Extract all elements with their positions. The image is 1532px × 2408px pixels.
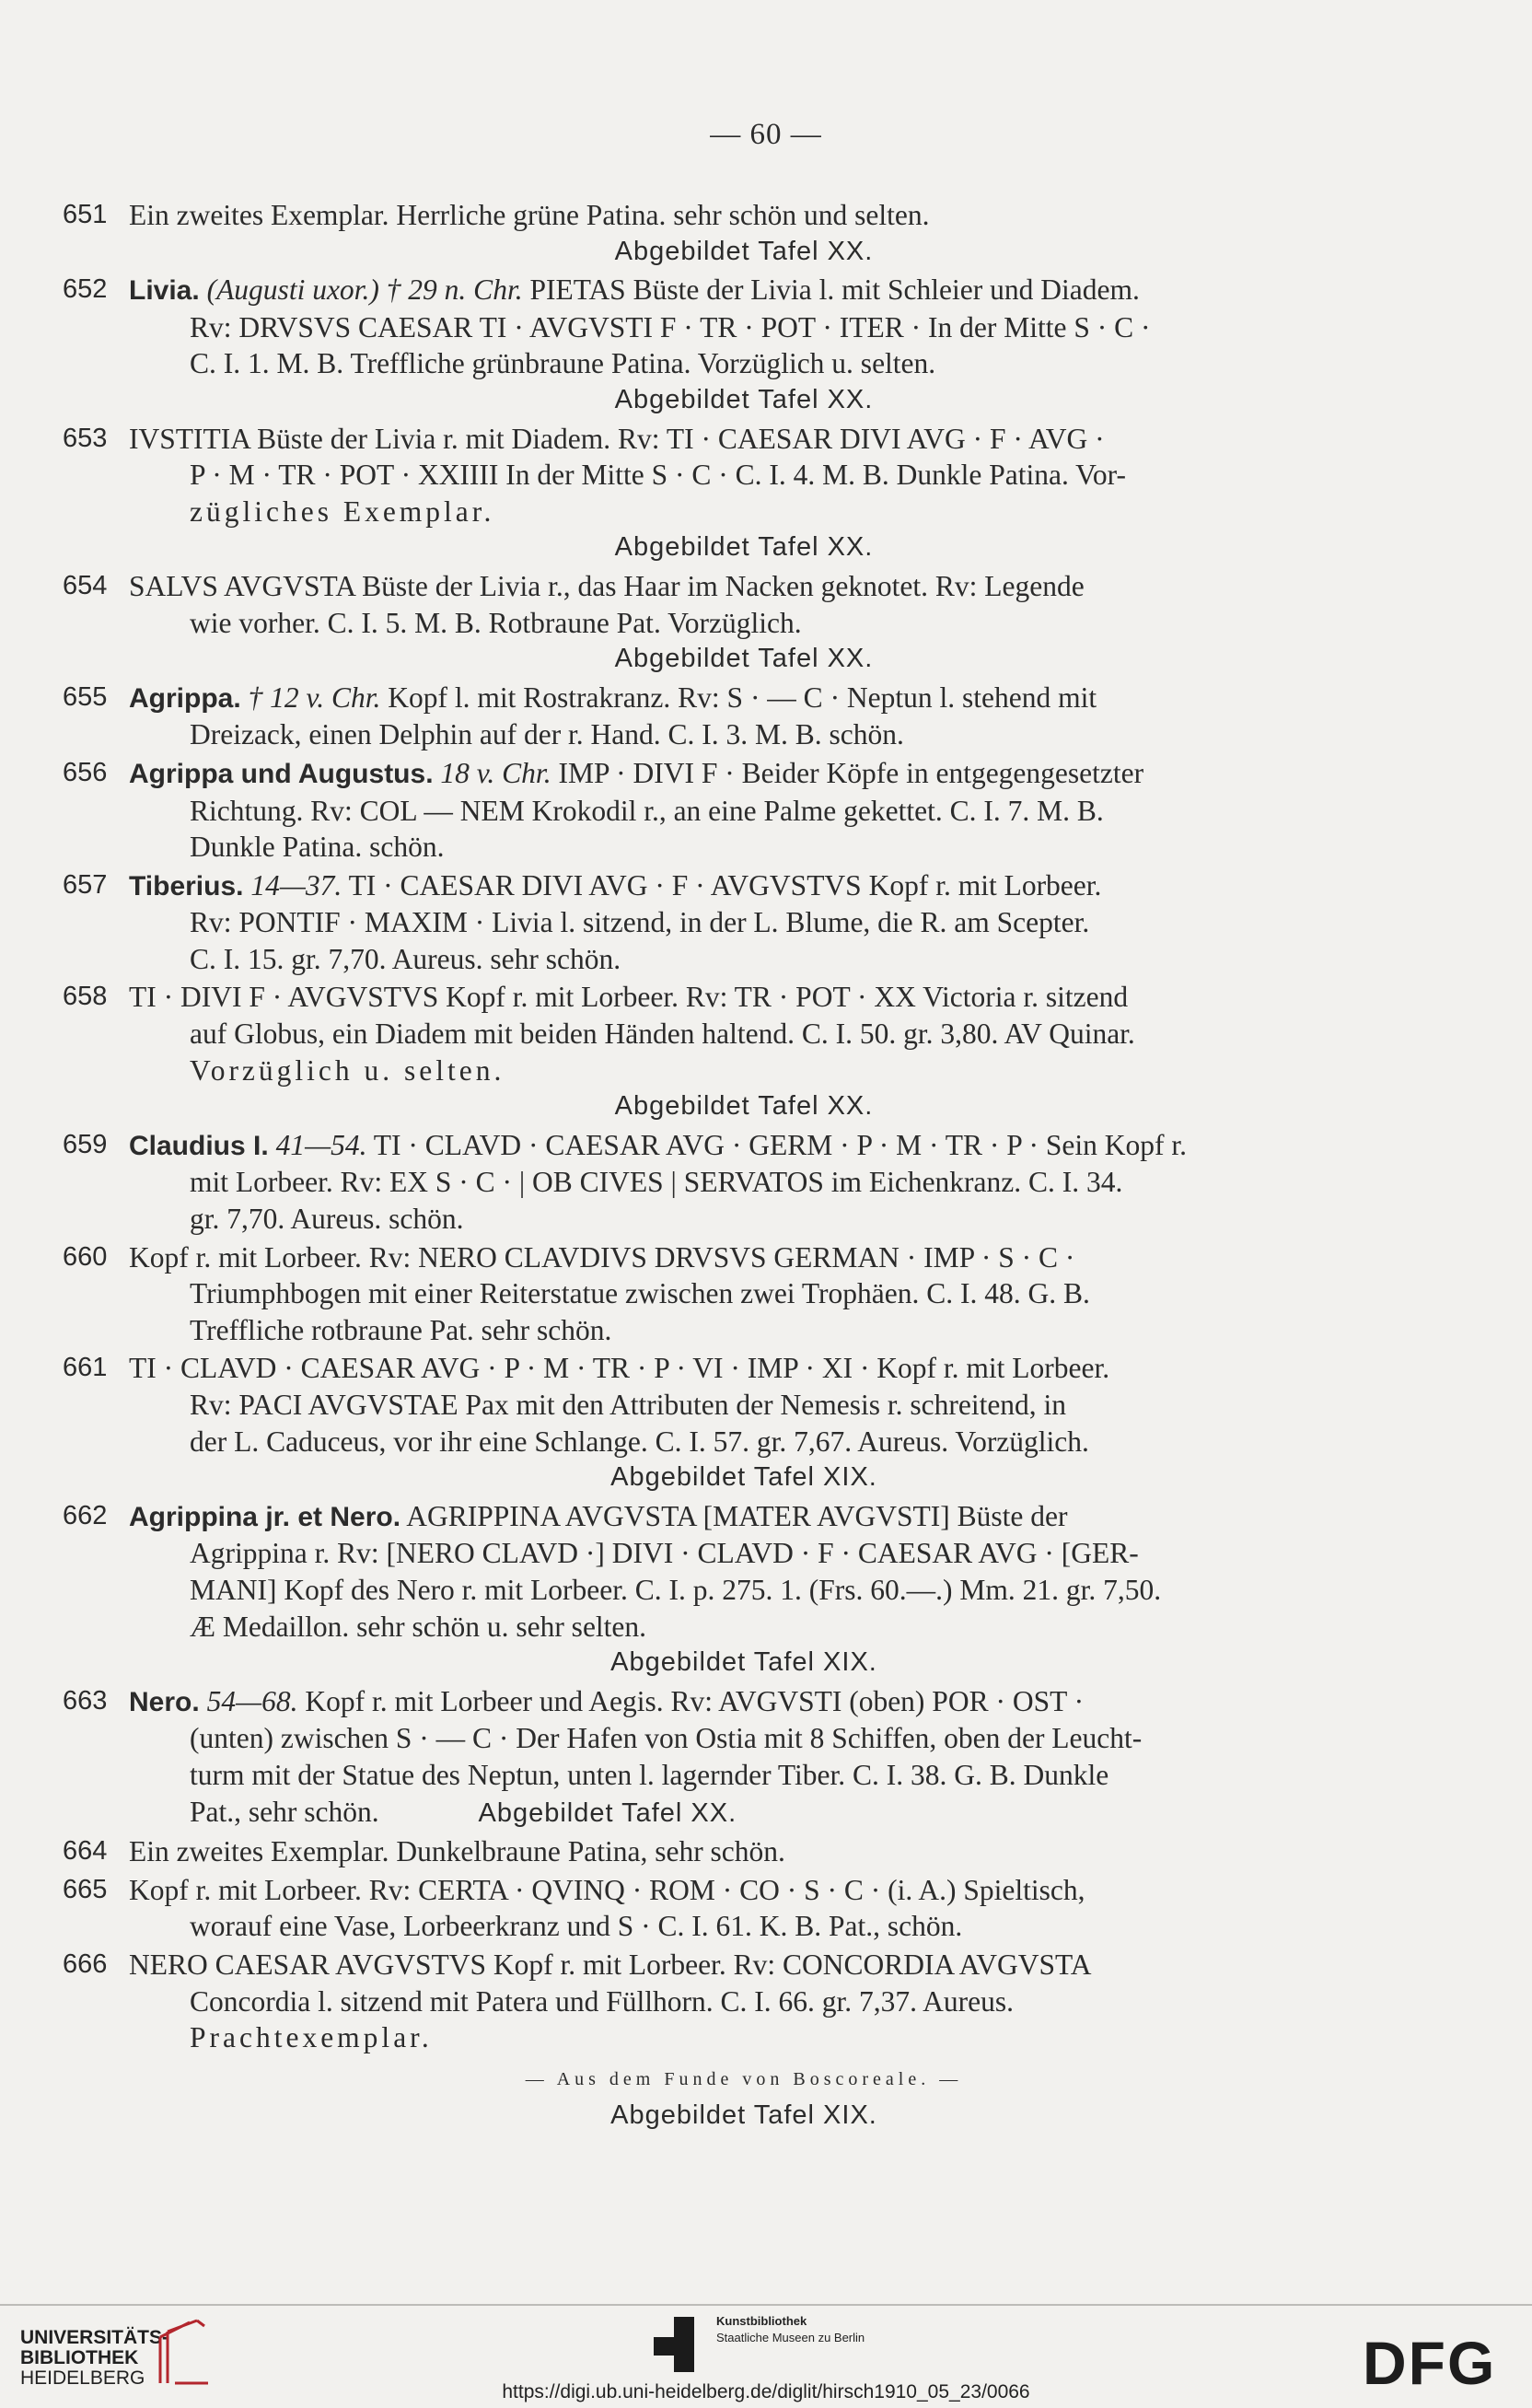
catalog-entry-653: [63, 421, 1425, 566]
kunstbibliothek-name: [716, 2313, 865, 2346]
entry-number: 657: [63, 869, 108, 900]
entry-heading: Agrippina jr. et Nero.: [129, 1501, 401, 1532]
entry-line: Æ Medaillon. sehr schön u. sehr selten.: [190, 1610, 647, 1643]
entry-line: SALVS AVGVSTA Büste der Livia r., das Haar im Nacken geknotet. Rv: Legende: [129, 569, 1085, 602]
entry-line: IMP · DIVI F · Beider Köpfe in entgegengesetzter: [558, 756, 1144, 789]
catalog-entry-664: [63, 1833, 1425, 1870]
kunstbibliothek-logo-icon: [654, 2317, 705, 2374]
kb-line: Staatliche Museen zu Berlin: [716, 2331, 865, 2344]
catalog-entry-662: [63, 1498, 1425, 1681]
entry-line: PIETAS Büste der Livia l. mit Schleier und Diadem.: [529, 273, 1140, 307]
catalog-entry-651: [63, 197, 1425, 270]
entry-line: zügliches Exemplar.: [190, 494, 495, 528]
plate-reference: Abgebildet Tafel XX.: [614, 644, 874, 674]
catalog-entry-656: [63, 755, 1425, 866]
catalog-entry-657: [63, 867, 1425, 978]
entry-line: gr. 7,70. Aureus. schön.: [190, 1203, 464, 1236]
entry-line: NERO CAESAR AVGVSTVS Kopf r. mit Lorbeer. Rv: CONCORDIA AVGVSTA: [129, 1948, 1092, 1981]
entry-line: auf Globus, ein Diadem mit beiden Händen haltend. C. I. 50. gr. 3,80. AV Quinar.: [190, 1018, 1135, 1051]
entry-number: 662: [63, 1500, 108, 1530]
catalog-entry-659: [63, 1127, 1425, 1238]
page-number: — 60 —: [710, 118, 822, 151]
entry-line: Richtung. Rv: COL — NEM Krokodil r., an eine Palme gekettet. C. I. 7. M. B.: [190, 794, 1104, 827]
entry-number: 663: [63, 1685, 108, 1716]
entry-line: Pat., sehr schön.: [190, 1795, 379, 1828]
uni-line: UNIVERSITÄTS-: [20, 2327, 169, 2348]
entry-line: wie vorher. C. I. 5. M. B. Rotbraune Pat. Vorzüglich.: [190, 606, 802, 639]
plate-reference: Abgebildet Tafel XIX.: [610, 2100, 877, 2131]
fund-note: — Aus dem Funde von Boscoreale. —: [525, 2068, 963, 2089]
entry-number: 656: [63, 757, 108, 787]
entry-line: TI · CLAVD · CAESAR AVG · P · M · TR · P · VI · IMP · XI · Kopf r. mit Lorbeer.: [129, 1352, 1110, 1385]
entry-line: Triumphbogen mit einer Reiterstatue zwischen zwei Trophäen. C. I. 48. G. B.: [190, 1277, 1090, 1310]
entry-number: 653: [63, 423, 108, 453]
source-url[interactable]: https://digi.ub.uni-heidelberg.de/diglit/hirsch1910_05_23/0066: [502, 2381, 1030, 2402]
plate-reference: Abgebildet Tafel XX.: [614, 384, 874, 414]
entry-line: C. I. 15. gr. 7,70. Aureus. sehr schön.: [190, 942, 621, 975]
uni-line: HEIDELBERG: [20, 2367, 145, 2389]
entry-date: 54—68.: [206, 1684, 298, 1717]
entry-number: 658: [63, 982, 108, 1012]
entry-number: 659: [63, 1129, 108, 1159]
entry-line: Concordia l. sitzend mit Patera und Füllhorn. C. I. 66. gr. 7,37. Aureus.: [190, 1984, 1015, 2018]
entry-heading: Agrippa und Augustus.: [129, 758, 434, 789]
entry-line: mit Lorbeer. Rv: EX S · C · | OB CIVES | SERVATOS im Eichenkranz. C. I. 34.: [190, 1166, 1123, 1199]
entry-line: TI · CLAVD · CAESAR AVG · GERM · P · M · TR · P · Sein Kopf r.: [373, 1128, 1187, 1161]
entry-line: Kopf l. mit Rostrakranz. Rv: S · — C · Neptun l. stehend mit: [388, 681, 1097, 714]
catalog-entry-652: [63, 272, 1425, 418]
entry-line: Rv: PACI AVGVSTAE Pax mit den Attributen der Nemesis r. schreitend, in: [190, 1389, 1067, 1421]
plate-reference: Abgebildet Tafel XX.: [614, 236, 874, 266]
plate-reference: Abgebildet Tafel XIX.: [610, 1462, 877, 1493]
entry-number: 660: [63, 1241, 108, 1272]
entry-line: Prachtexemplar.: [190, 2021, 433, 2054]
plate-reference: Abgebildet Tafel XX.: [614, 532, 874, 563]
entry-date: 14—37.: [250, 868, 342, 902]
entry-line: Agrippina r. Rv: [NERO CLAVD ·] DIVI · CLAVD · F · CAESAR AVG · [GER-: [190, 1537, 1139, 1570]
entry-line: Vorzüglich u. selten.: [190, 1053, 505, 1087]
catalog-entry-661: [63, 1350, 1425, 1495]
entry-line: C. I. 1. M. B. Treffliche grünbraune Patina. Vorzüglich u. selten.: [190, 347, 936, 380]
catalog-entry-663: [63, 1683, 1425, 1832]
entry-line: (unten) zwischen S · — C · Der Hafen von Ostia mit 8 Schiffen, oben der Leucht-: [190, 1722, 1143, 1755]
uni-line: BIBLIOTHEK: [20, 2347, 139, 2368]
catalog-entry-666: [63, 1947, 1425, 2135]
entry-heading: Tiberius.: [129, 870, 244, 902]
entry-line: Rv: DRVSVS CAESAR TI · AVGVSTI F · TR · POT · ITER · In der Mitte S · C ·: [190, 310, 1151, 343]
entry-date: 18 v. Chr.: [440, 756, 551, 789]
entry-line: TI · CAESAR DIVI AVG · F · AVGVSTVS Kopf r. mit Lorbeer.: [348, 868, 1102, 902]
entry-heading: Claudius I.: [129, 1130, 269, 1161]
entry-line: P · M · TR · POT · XXIIII In der Mitte S · C · C. I. 4. M. B. Dunkle Patina. Vor-: [190, 459, 1126, 492]
footer: [0, 2293, 1532, 2408]
entry-line: TI · DIVI F · AVGVSTVS Kopf r. mit Lorbeer. Rv: TR · POT · XX Victoria r. sitzend: [129, 981, 1129, 1014]
entry-line: Kopf r. mit Lorbeer und Aegis. Rv: AVGVSTI (oben) POR · OST ·: [305, 1684, 1085, 1717]
entry-line: turm mit der Statue des Neptun, unten l. lagernder Tiber. C. I. 38. G. B. Dunkle: [190, 1758, 1109, 1791]
university-library-name: [20, 2328, 168, 2389]
kb-line: Kunstbibliothek: [716, 2314, 807, 2328]
entry-date: 41—54.: [275, 1128, 367, 1161]
plate-reference: Abgebildet Tafel XX.: [614, 1091, 874, 1122]
entry-number: 665: [63, 1874, 108, 1904]
entry-number: 664: [63, 1836, 108, 1867]
catalog-list: [63, 197, 1425, 2136]
entry-line: AGRIPPINA AVGVSTA [MATER AVGVSTI] Büste der: [406, 1499, 1068, 1532]
entry-line: Ein zweites Exemplar. Herrliche grüne Patina. sehr schön und selten.: [129, 199, 930, 231]
footer-divider: [0, 2304, 1532, 2306]
entry-date: † 12 v. Chr.: [248, 681, 381, 714]
entry-number: 655: [63, 681, 108, 712]
entry-line: Rv: PONTIF · MAXIM · Livia l. sitzend, in der L. Blume, die R. am Scepter.: [190, 906, 1090, 939]
entry-heading: Livia.: [129, 275, 200, 307]
entry-line: MANI] Kopf des Nero r. mit Lorbeer. C. I. p. 275. 1. (Frs. 60.—.) Mm. 21. gr. 7,50.: [190, 1573, 1162, 1606]
catalog-entry-660: [63, 1239, 1425, 1349]
entry-number: 652: [63, 274, 108, 305]
entry-line: der L. Caduceus, vor ihr eine Schlange. C. I. 57. gr. 7,67. Aureus. Vorzüglich.: [190, 1425, 1089, 1458]
entry-line: IVSTITIA Büste der Livia r. mit Diadem. Rv: TI · CAESAR DIVI AVG · F · AVG ·: [129, 422, 1105, 455]
entry-heading: Nero.: [129, 1686, 200, 1717]
entry-number: 666: [63, 1949, 108, 1979]
entry-number: 661: [63, 1353, 108, 1383]
catalog-entry-658: [63, 979, 1425, 1124]
entry-heading: Agrippa.: [129, 682, 241, 714]
catalog-entry-665: [63, 1872, 1425, 1945]
plate-reference: Abgebildet Tafel XIX.: [610, 1647, 877, 1678]
plate-reference: Abgebildet Tafel XX.: [478, 1797, 737, 1828]
catalog-entry-654: [63, 568, 1425, 678]
entry-line: Kopf r. mit Lorbeer. Rv: NERO CLAVDIVS DRVSVS GERMAN · IMP · S · C ·: [129, 1240, 1075, 1274]
entry-number: 651: [63, 200, 108, 229]
entry-number: 654: [63, 570, 108, 600]
entry-date: (Augusti uxor.) † 29 n. Chr.: [206, 273, 523, 307]
entry-line: worauf eine Vase, Lorbeerkranz und S · C. I. 61. K. B. Pat., schön.: [190, 1910, 963, 1943]
catalog-entry-655: [63, 680, 1425, 753]
entry-line: Ein zweites Exemplar. Dunkelbraune Patina, sehr schön.: [129, 1835, 785, 1868]
entry-line: Treffliche rotbraune Pat. sehr schön.: [190, 1313, 612, 1346]
entry-line: Dreizack, einen Delphin auf der r. Hand. C. I. 3. M. B. schön.: [190, 718, 904, 751]
university-logo-icon: [155, 2319, 214, 2385]
dfg-logo: DFG: [1363, 2329, 1497, 2397]
entry-line: Kopf r. mit Lorbeer. Rv: CERTA · QVINQ · ROM · CO · S · C · (i. A.) Spieltisch,: [129, 1873, 1085, 1906]
entry-line: Dunkle Patina. schön.: [190, 831, 445, 864]
